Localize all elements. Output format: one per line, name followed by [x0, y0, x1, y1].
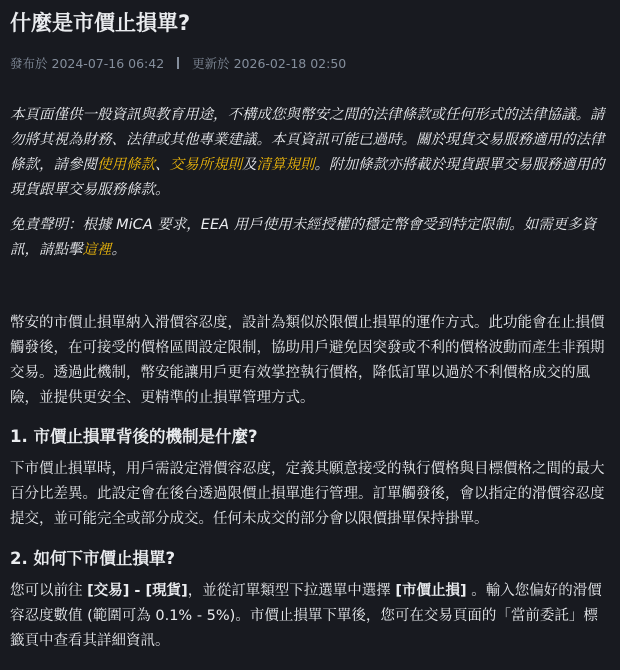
exchange-rules-link[interactable]: 交易所規則	[169, 157, 242, 173]
clearing-rules-link[interactable]: 清算規則	[256, 157, 315, 173]
updated-date: 2026-02-18 02:50	[233, 56, 347, 71]
nav-dash: -	[129, 583, 146, 599]
section-2-text-c: 。輸入您偏好的滑價容忍度數值 (範圍可為 0.1% - 5%)。市價止損單下單後，您可在交易頁面的「當前委託」標籤頁中查看其詳細資訊。	[10, 583, 602, 649]
disclaimer-text-2: 。附加條款亦將載於現貨跟單交易服務適用的現貨跟單交易服務條款。	[10, 157, 605, 198]
published-label: 發布於	[10, 56, 48, 71]
meta-divider	[177, 57, 179, 69]
nav-stop-market: [市價止損]	[395, 583, 467, 599]
updated-label: 更新於	[192, 56, 230, 71]
disclaimer-text-1: 本頁面僅供一般資訊與教育用途，不構成您與幣安之間的法律條款或任何形式的法律協議。請勿將其視為財務、法律或其他專業建議。本頁資訊可能已過時。關於現貨交易服務適用的法律條款，請參閱	[10, 107, 605, 173]
page-title: 什麼是市價止損單?	[10, 11, 191, 35]
nav-spot: [現貨]	[145, 583, 188, 599]
section-2-text-b: ，並從訂單類型下拉選單中選擇	[187, 583, 396, 599]
disclaimer-and: 及	[242, 157, 257, 173]
intro-paragraph: 幣安的市價止損單納入滑價容忍度，設計為類似於限價止損單的運作方式。此功能會在止損價觸發後，在可接受的價格區間設定限制，協助用戶避免因突發或不利的價格波動而產生非預期交易。透過此機制，幣安能讓用戶更有效掌控執行價格，降低訂單以過於不利價格成交的風險，並提供更安全、更精準的止損單管理方式。	[10, 315, 605, 406]
article-meta	[10, 55, 610, 73]
mica-end: 。	[111, 242, 126, 258]
disclaimer-separator: 、	[155, 157, 170, 173]
section-1-heading: 1. 市價止損單背後的機制是什麼?	[10, 427, 258, 446]
nav-trade: [交易]	[87, 583, 130, 599]
mica-disclaimer	[10, 213, 610, 263]
section-2-paragraph	[10, 579, 610, 654]
terms-of-use-link[interactable]: 使用條款	[97, 157, 155, 173]
mica-more-info-link[interactable]: 這裡	[82, 242, 112, 258]
mica-text: 免責聲明：根據 MiCA 要求，EEA 用戶使用未經授權的穩定幣會受到特定限制。如需更多資訊，請點擊	[10, 217, 597, 258]
section-1-paragraph: 下市價止損單時，用戶需設定滑價容忍度，定義其願意接受的執行價格與目標價格之間的最大百分比差異。此設定會在後台透過限價止損單進行管理。訂單觸發後，會以指定的滑價容忍度提交，並可能完全或部分成交。任何未成交的部分會以限價掛單保持掛單。	[10, 461, 605, 527]
section-2-text-a: 您可以前往	[10, 583, 88, 599]
published-date: 2024-07-16 06:42	[51, 56, 165, 71]
section-2-heading: 2. 如何下市價止損單?	[10, 549, 176, 568]
legal-disclaimer	[10, 103, 610, 203]
